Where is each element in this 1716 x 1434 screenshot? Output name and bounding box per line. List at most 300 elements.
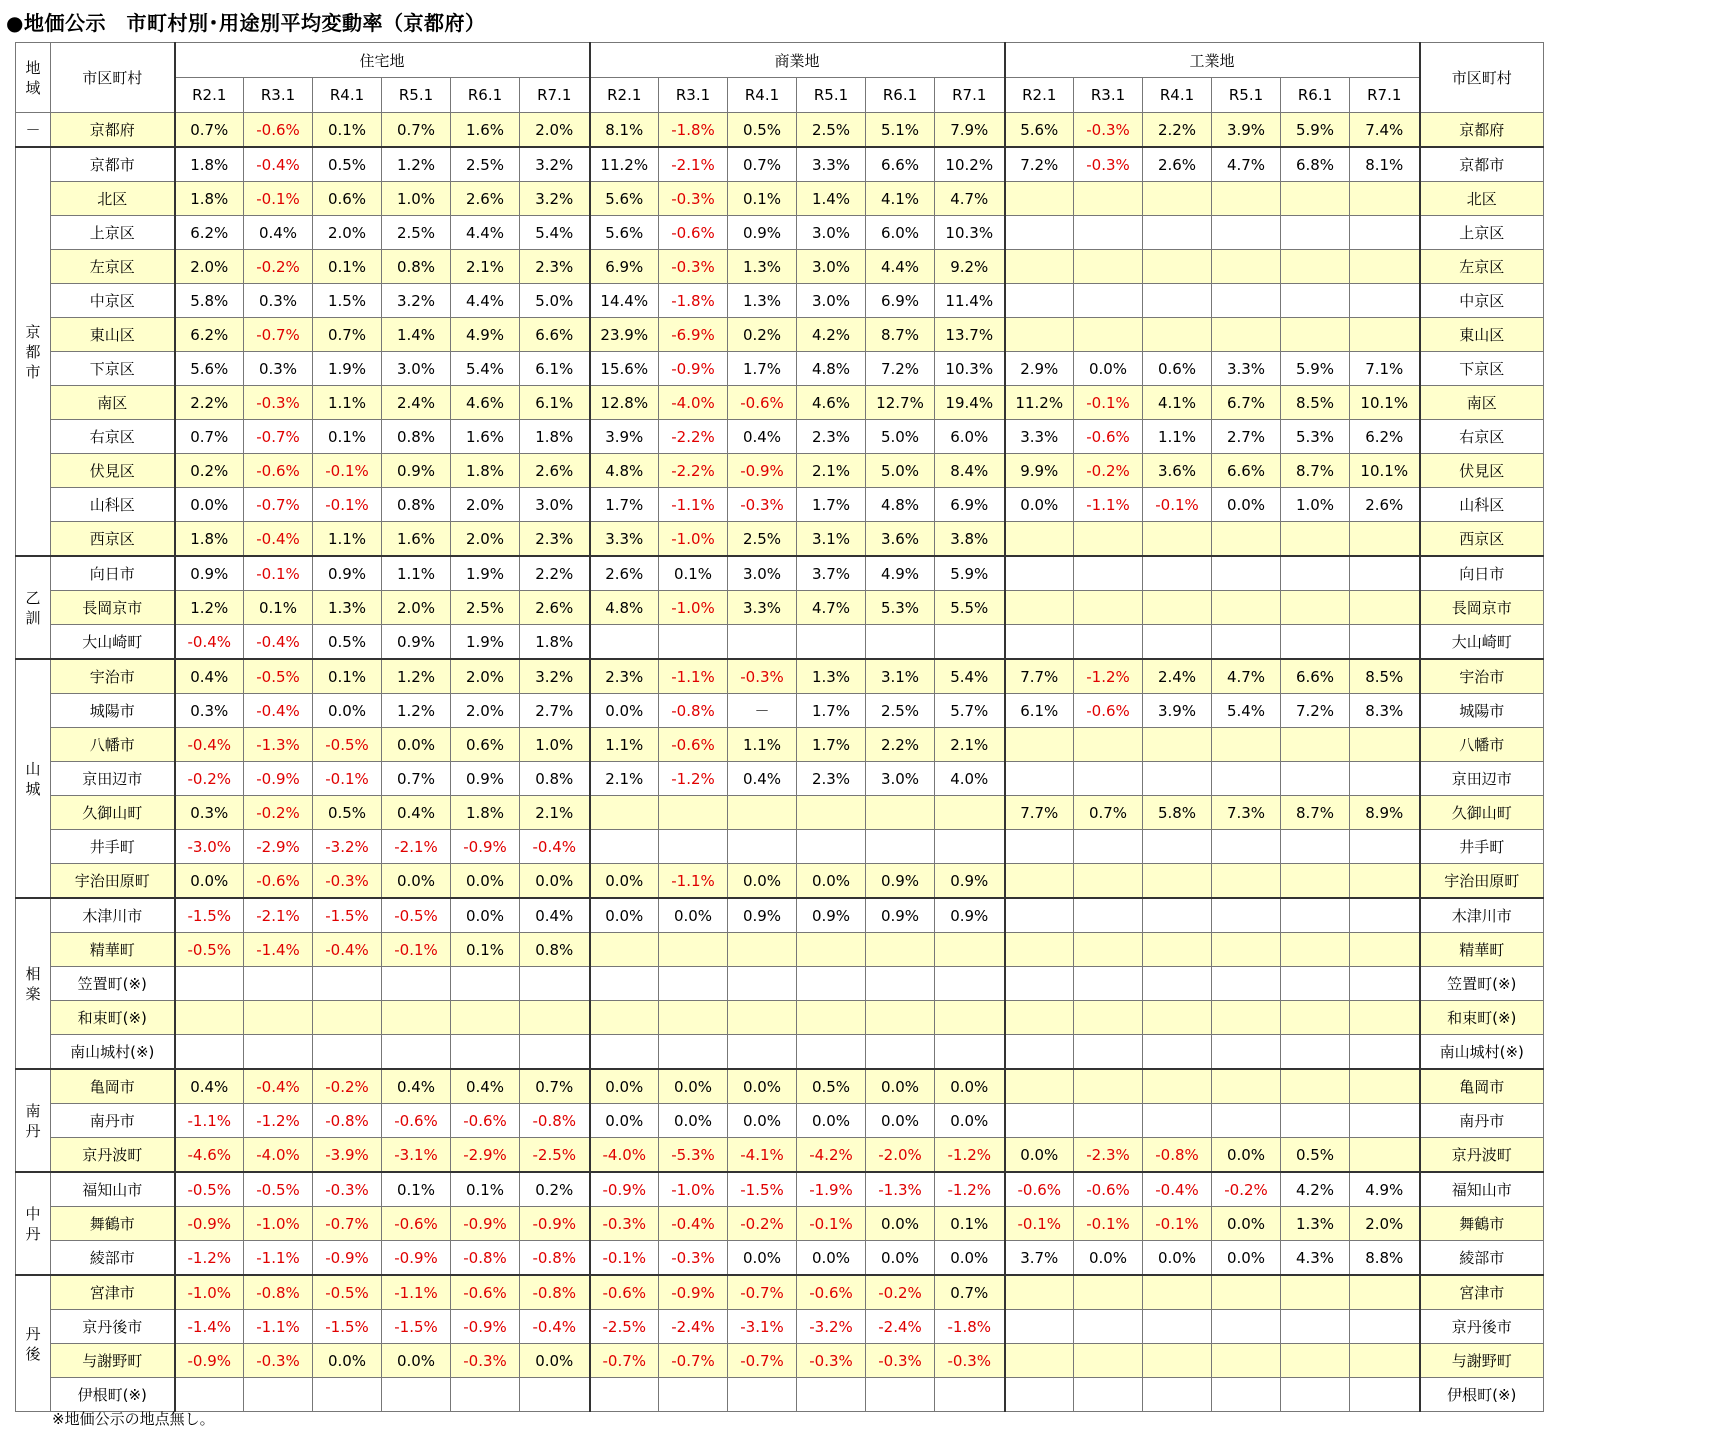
rate-cell: -2.4%	[659, 1310, 728, 1344]
rate-cell: 8.7%	[866, 318, 935, 352]
rate-cell	[1074, 284, 1143, 318]
rate-cell	[1074, 1001, 1143, 1035]
rate-cell: 1.7%	[797, 694, 866, 728]
rate-cell: -0.5%	[313, 1275, 382, 1310]
rate-cell: 0.0%	[1212, 1207, 1281, 1241]
municipality-name-right: 綾部市	[1420, 1241, 1544, 1276]
rate-cell	[1212, 284, 1281, 318]
rate-cell: 2.0%	[451, 694, 520, 728]
rate-cell: 3.7%	[1005, 1241, 1074, 1276]
rate-cell: 2.3%	[797, 762, 866, 796]
rate-cell: -0.6%	[1074, 694, 1143, 728]
municipality-name: 中京区	[51, 284, 175, 318]
rate-cell: -0.1%	[382, 933, 451, 967]
rate-cell: 1.8%	[520, 625, 590, 660]
rate-cell: 0.0%	[659, 1104, 728, 1138]
rate-cell: 0.7%	[175, 420, 244, 454]
rate-cell	[1074, 933, 1143, 967]
municipality-name: 京丹波町	[51, 1138, 175, 1173]
municipality-name: 和束町(※)	[51, 1001, 175, 1035]
municipality-name-right: 亀岡市	[1420, 1069, 1544, 1104]
rate-cell: 1.6%	[451, 113, 520, 148]
rate-cell: 5.5%	[935, 591, 1005, 625]
rate-cell: 9.2%	[935, 250, 1005, 284]
rate-cell	[1281, 284, 1350, 318]
rate-cell: -0.6%	[1074, 1172, 1143, 1207]
year-header: R7.1	[1350, 78, 1420, 113]
rate-cell: -2.2%	[659, 420, 728, 454]
table-row	[16, 556, 1544, 591]
region-label: 丹 後	[16, 1275, 51, 1412]
rate-cell: -0.4%	[520, 830, 590, 864]
rate-cell: 5.4%	[451, 352, 520, 386]
rate-cell: 8.5%	[1350, 659, 1420, 694]
rate-cell: 0.0%	[382, 1344, 451, 1378]
municipality-name-right: 宇治田原町	[1420, 864, 1544, 899]
municipality-name: 宇治市	[51, 659, 175, 694]
rate-cell: 15.6%	[590, 352, 659, 386]
municipality-name: 伏見区	[51, 454, 175, 488]
rate-cell	[175, 1001, 244, 1035]
rate-cell: 2.7%	[1212, 420, 1281, 454]
rate-cell: -0.3%	[244, 1344, 313, 1378]
rate-cell: -0.3%	[659, 250, 728, 284]
municipality-header: 市区町村	[51, 43, 175, 113]
rate-cell: 4.6%	[797, 386, 866, 420]
rate-cell	[866, 625, 935, 660]
table-row	[16, 864, 1544, 899]
rate-cell: 2.5%	[382, 216, 451, 250]
rate-cell: 8.7%	[1281, 454, 1350, 488]
rate-cell	[313, 1035, 382, 1070]
rate-cell: -0.1%	[797, 1207, 866, 1241]
rate-cell: 8.8%	[1350, 1241, 1420, 1276]
rate-cell: 4.6%	[451, 386, 520, 420]
rate-cell: -2.5%	[520, 1138, 590, 1173]
municipality-name-right: 宇治市	[1420, 659, 1544, 694]
rate-cell: -1.5%	[313, 898, 382, 933]
municipality-name-right: 伏見区	[1420, 454, 1544, 488]
rate-cell	[1281, 1035, 1350, 1070]
rate-cell	[1005, 1275, 1074, 1310]
table-row	[16, 796, 1544, 830]
rate-cell: 1.7%	[797, 728, 866, 762]
rate-cell	[1281, 1104, 1350, 1138]
rate-cell	[1281, 1344, 1350, 1378]
rate-cell	[935, 830, 1005, 864]
rate-cell: -0.9%	[175, 1207, 244, 1241]
rate-cell: 7.9%	[935, 113, 1005, 148]
rate-cell: 6.0%	[866, 216, 935, 250]
rate-cell: -3.1%	[382, 1138, 451, 1173]
rate-cell	[728, 1001, 797, 1035]
municipality-name-right: 上京区	[1420, 216, 1544, 250]
table-row	[16, 830, 1544, 864]
rate-cell: 0.0%	[1143, 1241, 1212, 1276]
rate-cell: -3.2%	[313, 830, 382, 864]
rate-cell: 11.2%	[590, 147, 659, 182]
rate-cell: 4.4%	[451, 216, 520, 250]
table-row	[16, 488, 1544, 522]
rate-cell: -2.3%	[1074, 1138, 1143, 1173]
rate-cell: 4.7%	[1212, 659, 1281, 694]
rate-cell	[1281, 1001, 1350, 1035]
rate-cell	[451, 967, 520, 1001]
rate-cell: -0.9%	[451, 1207, 520, 1241]
rate-cell: -0.4%	[244, 1069, 313, 1104]
rate-cell: -0.6%	[382, 1207, 451, 1241]
municipality-name-right: 京都市	[1420, 147, 1544, 182]
rate-cell	[1005, 933, 1074, 967]
rate-cell: 0.0%	[520, 1344, 590, 1378]
rate-cell: 5.4%	[520, 216, 590, 250]
rate-cell: 2.4%	[1143, 659, 1212, 694]
rate-cell: 1.9%	[313, 352, 382, 386]
rate-cell: 10.3%	[935, 352, 1005, 386]
rate-cell	[1074, 250, 1143, 284]
rate-cell	[1212, 216, 1281, 250]
rate-cell	[866, 933, 935, 967]
footnote: ※地価公示の地点無し。	[52, 1410, 215, 1428]
rate-cell: 6.1%	[520, 352, 590, 386]
rate-cell: -3.0%	[175, 830, 244, 864]
table-row	[16, 420, 1544, 454]
rate-cell: 3.8%	[935, 522, 1005, 557]
rate-cell	[1143, 591, 1212, 625]
rate-cell: 11.2%	[1005, 386, 1074, 420]
rate-cell	[1281, 182, 1350, 216]
rate-cell: 1.2%	[382, 694, 451, 728]
rate-cell	[1350, 591, 1420, 625]
rate-cell: -4.0%	[659, 386, 728, 420]
rate-cell: -0.8%	[520, 1241, 590, 1276]
rate-cell	[1212, 762, 1281, 796]
rate-cell	[1350, 898, 1420, 933]
rate-cell	[935, 796, 1005, 830]
rate-cell	[1143, 728, 1212, 762]
rate-cell: -0.6%	[590, 1275, 659, 1310]
rate-cell: -1.0%	[659, 522, 728, 557]
rate-cell: -2.5%	[590, 1310, 659, 1344]
rate-cell: -0.9%	[659, 1275, 728, 1310]
rate-cell: -0.9%	[451, 830, 520, 864]
rate-cell: -5.3%	[659, 1138, 728, 1173]
rate-cell: -0.6%	[451, 1275, 520, 1310]
rate-cell	[1212, 556, 1281, 591]
rate-cell	[1212, 933, 1281, 967]
rate-cell: 0.0%	[1074, 1241, 1143, 1276]
rate-cell: -0.3%	[659, 1241, 728, 1276]
rate-cell: 0.0%	[175, 488, 244, 522]
rate-cell	[1074, 762, 1143, 796]
rate-cell	[1074, 625, 1143, 660]
rate-cell: 7.1%	[1350, 352, 1420, 386]
rate-cell: 0.8%	[382, 488, 451, 522]
rate-cell: -0.7%	[728, 1344, 797, 1378]
rate-cell	[935, 967, 1005, 1001]
rate-cell: -0.5%	[175, 933, 244, 967]
rate-cell: 2.5%	[451, 591, 520, 625]
rate-cell: -0.3%	[1074, 113, 1143, 148]
rate-cell: -1.8%	[935, 1310, 1005, 1344]
rate-cell: -0.6%	[659, 728, 728, 762]
rate-cell	[1212, 522, 1281, 557]
rate-cell: 6.1%	[520, 386, 590, 420]
rate-cell: 0.1%	[313, 659, 382, 694]
rate-cell	[1212, 591, 1281, 625]
rate-cell: 0.9%	[451, 762, 520, 796]
municipality-name-right: 中京区	[1420, 284, 1544, 318]
rate-cell: 0.6%	[313, 182, 382, 216]
rate-cell	[313, 967, 382, 1001]
rate-cell: 14.4%	[590, 284, 659, 318]
rate-cell: 0.4%	[451, 1069, 520, 1104]
rate-cell	[1212, 728, 1281, 762]
rate-cell	[1281, 1310, 1350, 1344]
rate-cell: -1.5%	[382, 1310, 451, 1344]
rate-cell: 0.5%	[728, 113, 797, 148]
rate-cell	[1005, 728, 1074, 762]
rate-cell: 3.6%	[866, 522, 935, 557]
rate-cell	[520, 967, 590, 1001]
rate-cell: 5.8%	[175, 284, 244, 318]
rate-cell: 5.4%	[935, 659, 1005, 694]
table-row	[16, 216, 1544, 250]
rate-cell	[1143, 762, 1212, 796]
rate-cell: 11.4%	[935, 284, 1005, 318]
rate-cell: 5.0%	[520, 284, 590, 318]
rate-cell	[1281, 728, 1350, 762]
rate-cell	[590, 796, 659, 830]
table-row	[16, 182, 1544, 216]
rate-cell	[1143, 1344, 1212, 1378]
rate-cell: 1.9%	[451, 625, 520, 660]
rate-cell	[1350, 762, 1420, 796]
rate-cell: 0.0%	[520, 864, 590, 899]
rate-cell: 2.5%	[451, 147, 520, 182]
rate-cell	[1074, 522, 1143, 557]
rate-cell	[520, 1001, 590, 1035]
table-row	[16, 1035, 1544, 1070]
rate-cell: 5.1%	[866, 113, 935, 148]
rate-cell: -0.4%	[1143, 1172, 1212, 1207]
rate-cell: 2.6%	[520, 454, 590, 488]
rate-cell: 4.9%	[1350, 1172, 1420, 1207]
rate-cell: 0.8%	[382, 420, 451, 454]
municipality-header-right: 市区町村	[1420, 43, 1544, 113]
rate-cell: 5.3%	[1281, 420, 1350, 454]
rate-cell: -0.9%	[590, 1172, 659, 1207]
rate-cell: 0.7%	[382, 762, 451, 796]
rate-cell	[1005, 522, 1074, 557]
rate-cell	[1281, 216, 1350, 250]
rate-cell	[1212, 1275, 1281, 1310]
rate-cell	[590, 1378, 659, 1412]
rate-cell	[1212, 830, 1281, 864]
rate-cell: -1.2%	[935, 1138, 1005, 1173]
rate-cell	[1143, 1001, 1212, 1035]
municipality-name: 八幡市	[51, 728, 175, 762]
rate-cell: -0.9%	[382, 1241, 451, 1276]
rate-cell: 2.3%	[520, 522, 590, 557]
year-header: R6.1	[1281, 78, 1350, 113]
rate-cell	[1350, 728, 1420, 762]
rate-cell: 10.2%	[935, 147, 1005, 182]
rate-cell: -1.3%	[866, 1172, 935, 1207]
rate-cell	[728, 625, 797, 660]
municipality-name-right: 右京区	[1420, 420, 1544, 454]
rate-cell: 5.7%	[935, 694, 1005, 728]
municipality-name: 与謝野町	[51, 1344, 175, 1378]
rate-cell	[1281, 591, 1350, 625]
rate-cell: 5.9%	[935, 556, 1005, 591]
municipality-name: 城陽市	[51, 694, 175, 728]
rate-cell: 0.1%	[728, 182, 797, 216]
rate-cell: 0.5%	[797, 1069, 866, 1104]
rate-cell	[1212, 864, 1281, 899]
rate-cell: 7.7%	[1005, 796, 1074, 830]
rate-cell	[1212, 318, 1281, 352]
rate-cell: -0.1%	[1074, 386, 1143, 420]
rate-cell: 0.1%	[659, 556, 728, 591]
year-header: R3.1	[659, 78, 728, 113]
rate-cell: 1.3%	[797, 659, 866, 694]
rate-cell	[1143, 1378, 1212, 1412]
rate-cell: 3.9%	[1212, 113, 1281, 148]
rate-cell	[313, 1378, 382, 1412]
rate-cell	[1350, 318, 1420, 352]
rate-cell	[866, 967, 935, 1001]
rate-cell	[1350, 864, 1420, 899]
rate-cell: -0.2%	[866, 1275, 935, 1310]
table-row	[16, 625, 1544, 660]
rate-cell: 2.1%	[590, 762, 659, 796]
municipality-name: 京田辺市	[51, 762, 175, 796]
rate-cell: 8.1%	[1350, 147, 1420, 182]
rate-cell: 10.1%	[1350, 454, 1420, 488]
municipality-name-right: 南丹市	[1420, 1104, 1544, 1138]
municipality-name: 綾部市	[51, 1241, 175, 1276]
rate-cell: 1.8%	[175, 147, 244, 182]
municipality-name: 木津川市	[51, 898, 175, 933]
table-row	[16, 1172, 1544, 1207]
table-row	[16, 1069, 1544, 1104]
rate-cell: -2.9%	[451, 1138, 520, 1173]
rate-cell	[382, 1001, 451, 1035]
rate-cell: 10.1%	[1350, 386, 1420, 420]
rate-cell	[1212, 625, 1281, 660]
region-label: 中 丹	[16, 1172, 51, 1275]
rate-cell: 5.6%	[590, 216, 659, 250]
municipality-name: 大山崎町	[51, 625, 175, 660]
rate-cell: 5.4%	[1212, 694, 1281, 728]
rate-cell: -0.9%	[520, 1207, 590, 1241]
rate-cell: 3.0%	[382, 352, 451, 386]
rate-cell: 6.0%	[935, 420, 1005, 454]
region-header: 地 域	[16, 43, 51, 113]
municipality-name-right: 左京区	[1420, 250, 1544, 284]
rate-cell: 4.1%	[866, 182, 935, 216]
rate-cell	[935, 1035, 1005, 1070]
rate-cell: -0.7%	[244, 488, 313, 522]
rate-cell: 4.3%	[1281, 1241, 1350, 1276]
rate-cell: 0.5%	[313, 147, 382, 182]
rate-cell: 5.6%	[175, 352, 244, 386]
rate-cell: -0.5%	[244, 1172, 313, 1207]
municipality-name-right: 精華町	[1420, 933, 1544, 967]
rate-cell: 0.0%	[590, 898, 659, 933]
rate-cell	[728, 1035, 797, 1070]
rate-cell: -2.2%	[659, 454, 728, 488]
rate-cell: 6.7%	[1212, 386, 1281, 420]
region-label: 乙 訓	[16, 556, 51, 659]
rate-cell: -1.0%	[659, 1172, 728, 1207]
rate-cell: -2.0%	[866, 1138, 935, 1173]
rate-cell	[1143, 556, 1212, 591]
rate-cell: 9.9%	[1005, 454, 1074, 488]
rate-cell: 4.9%	[451, 318, 520, 352]
rate-cell	[935, 1378, 1005, 1412]
rate-cell: -1.8%	[659, 113, 728, 148]
rate-cell: -0.5%	[175, 1172, 244, 1207]
table-row	[16, 1138, 1544, 1173]
rate-cell: 2.0%	[451, 522, 520, 557]
municipality-name: 南区	[51, 386, 175, 420]
rate-cell	[1212, 1104, 1281, 1138]
rate-cell: -1.1%	[175, 1104, 244, 1138]
rate-cell: -0.3%	[590, 1207, 659, 1241]
rate-cell: 4.8%	[866, 488, 935, 522]
rate-cell: 0.0%	[590, 694, 659, 728]
rate-cell: 0.7%	[1074, 796, 1143, 830]
rate-cell: -0.1%	[1143, 488, 1212, 522]
rate-cell	[1074, 864, 1143, 899]
rate-cell	[1212, 1344, 1281, 1378]
rate-cell	[1005, 864, 1074, 899]
rate-cell: 2.2%	[175, 386, 244, 420]
rate-cell: -0.6%	[382, 1104, 451, 1138]
rate-cell: 2.9%	[1005, 352, 1074, 386]
industrial-header: 工業地	[1005, 43, 1420, 78]
rate-cell	[797, 1378, 866, 1412]
rate-cell: 3.1%	[797, 522, 866, 557]
rate-cell	[1074, 830, 1143, 864]
rate-cell: 6.6%	[1212, 454, 1281, 488]
rate-cell: -4.0%	[244, 1138, 313, 1173]
year-header: R4.1	[313, 78, 382, 113]
rate-cell: 0.6%	[1143, 352, 1212, 386]
rate-cell	[1074, 1104, 1143, 1138]
rate-cell: 0.9%	[382, 625, 451, 660]
rate-cell: 2.6%	[451, 182, 520, 216]
rate-cell: 3.3%	[728, 591, 797, 625]
rate-cell	[1350, 1138, 1420, 1173]
rate-cell: -3.1%	[728, 1310, 797, 1344]
region-label: 京 都 市	[16, 147, 51, 556]
municipality-name: 上京区	[51, 216, 175, 250]
rate-cell: 19.4%	[935, 386, 1005, 420]
rate-cell: 1.1%	[382, 556, 451, 591]
rate-cell	[1143, 318, 1212, 352]
land-price-table	[15, 42, 1544, 1412]
rate-cell: -0.2%	[244, 796, 313, 830]
rate-cell: 0.0%	[659, 1069, 728, 1104]
rate-cell: 1.7%	[728, 352, 797, 386]
rate-cell: -0.5%	[313, 728, 382, 762]
year-header: R4.1	[728, 78, 797, 113]
rate-cell: 2.6%	[1143, 147, 1212, 182]
municipality-name-right: 南山城村(※)	[1420, 1035, 1544, 1070]
